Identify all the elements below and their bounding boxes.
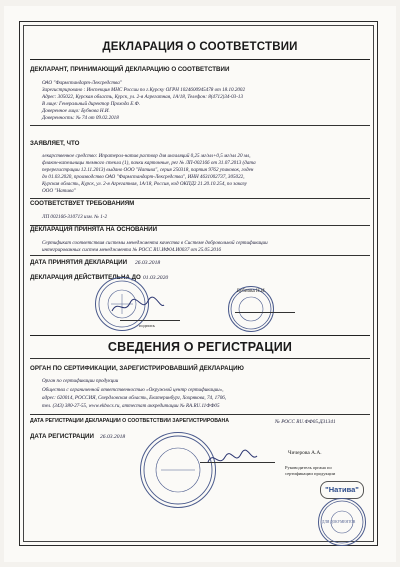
certification-body-heading: ОРГАН ПО СЕРТИФИКАЦИИ, ЗАРЕГИСТРИРОВАВШИЙ ДЕКЛАРАЦИЮ [30, 365, 244, 372]
basis-line: Сертификат соответствия системы менеджмента качества в Системе добровольной сертификации [42, 240, 268, 246]
product-line: перерегистрации 12.11.2013) выдано ООО "Натива", серия 250318, партия 9762 упаковок, годен [42, 167, 254, 173]
registration-date: 26.03.2018 [100, 434, 126, 440]
requirements-heading: СООТВЕТСТВУЕТ ТРЕБОВАНИЯМ [30, 200, 135, 207]
signature-line [235, 312, 295, 313]
valid-until-value: 01.03.2020 [143, 275, 169, 281]
declarant-line: ОАО "Фармстандарт-Лексредства" [42, 80, 122, 86]
product-line: лекарственное средство: Ипратерол-натив раствор для ингаляций 0,25 мг/мл+0,5 мг/мл 20 мл, [42, 153, 251, 159]
declarant-line: Адрес: 305022, Курская область, Курск, ул. 2-я Агрегатная, 1А/18, Телефон: 8(4712)34-03-13 [42, 94, 243, 100]
declarant-heading: ДЕКЛАРАНТ, ПРИНИМАЮЩИЙ ДЕКЛАРАЦИЮ О СООТВЕТСТВИИ [30, 66, 230, 73]
declarant-line: В лице: Генеральный директор Прохода Е.Ф. [42, 101, 141, 107]
accept-date-value: 26.03.2018 [135, 260, 161, 266]
signer-role: Руководитель органа по [285, 465, 332, 470]
declarant-line: Зарегистрировано : Инспекция МНС России по г.Курску ОГРН 1024600945478 от 18.10.2002 [42, 87, 246, 93]
divider [30, 125, 370, 126]
divider [30, 358, 370, 359]
registration-title: СВЕДЕНИЯ О РЕГИСТРАЦИИ [107, 340, 293, 354]
certification-body-signature [205, 448, 260, 470]
signature-line [200, 462, 275, 463]
divider [30, 414, 370, 415]
basis-heading: ДЕКЛАРАЦИЯ ПРИНЯТА НА ОСНОВАНИИ [30, 226, 158, 233]
statement-heading: ЗАЯВЛЯЕТ, ЧТО [30, 140, 80, 147]
signature-caption: подпись [139, 323, 156, 328]
registration-number-label: ДАТА РЕГИСТРАЦИИ ДЕКЛАРАЦИИ О СООТВЕТСТВИИ ЗАРЕГИСТРИРОВАНА [30, 418, 230, 424]
certification-body-line: Общества с ограниченной ответственностью «Окружной центр сертификации», [42, 387, 224, 393]
registration-number: № РОСС RU.ФФ05.Д31341 [275, 419, 336, 425]
divider [30, 198, 370, 199]
copy-stamp-text: ДЛЯ ДОКУМЕНТОВ [322, 520, 356, 524]
product-line: флакон-капельницы темного стекла (1), пачки картонные, рег № ЛП-002166 от 31.07.2013 (дата [42, 160, 256, 166]
certification-body-line: тел. (343) 380-27-55, www.ekbocs.ru, аттестат аккредитации № RA.RU.11ФФ05 [42, 403, 220, 409]
signer-role: сертификации продукции [285, 471, 336, 476]
certification-body-stamp [140, 432, 216, 508]
registration-date-label: ДАТА РЕГИСТРАЦИИ [30, 433, 94, 440]
divider [30, 255, 370, 256]
nativa-logo: "Натива" [320, 481, 364, 499]
trustee-name: Бубнова Н.И. [237, 288, 266, 294]
declarant-signature [108, 295, 168, 317]
product-line: Курская область, Курск, ул. 2-я Агрегатная, 1А/18, Россия, код ОКПД2 21.20.10.254, по заказу [42, 181, 247, 187]
basis-line: интегрированных систем менеджмента № РОСС RU.ИФ04.И0037 от 25.05.2016 [42, 247, 222, 253]
document-title: ДЕКЛАРАЦИЯ О СООТВЕТСТВИИ [102, 41, 298, 53]
certification-body-line: Орган по сертификации продукции [42, 378, 119, 384]
title-rule [30, 59, 370, 60]
declarant-line: Доверенность: № 74 от 09.02.2018 [42, 115, 119, 121]
signer-name: Чичерова А.А. [288, 450, 322, 456]
section-divider [30, 335, 370, 336]
certification-body-line: адрес: 620014, РОССИЯ, Свердловская область, Екатеринбург, Хохрякова, 74, 1706, [42, 395, 227, 401]
declarant-line: Доверенное лицо: Бубнова Н.И. [42, 108, 110, 114]
product-line: до 01.03.2020, производство ОАО "Фармстандарт-Лексредства", ИНН 4631002737, 305022, [42, 174, 245, 180]
accept-date-label: ДАТА ПРИНЯТИЯ ДЕКЛАРАЦИИ [30, 259, 128, 266]
requirements-value: ЛП 002166-310713 изм. № 1-2 [42, 214, 108, 220]
product-line: ООО "Натива" [42, 188, 76, 194]
valid-until-label: ДЕКЛАРАЦИЯ ДЕЙСТВИТЕЛЬНА ДО [30, 274, 141, 281]
signature-line [120, 320, 180, 321]
